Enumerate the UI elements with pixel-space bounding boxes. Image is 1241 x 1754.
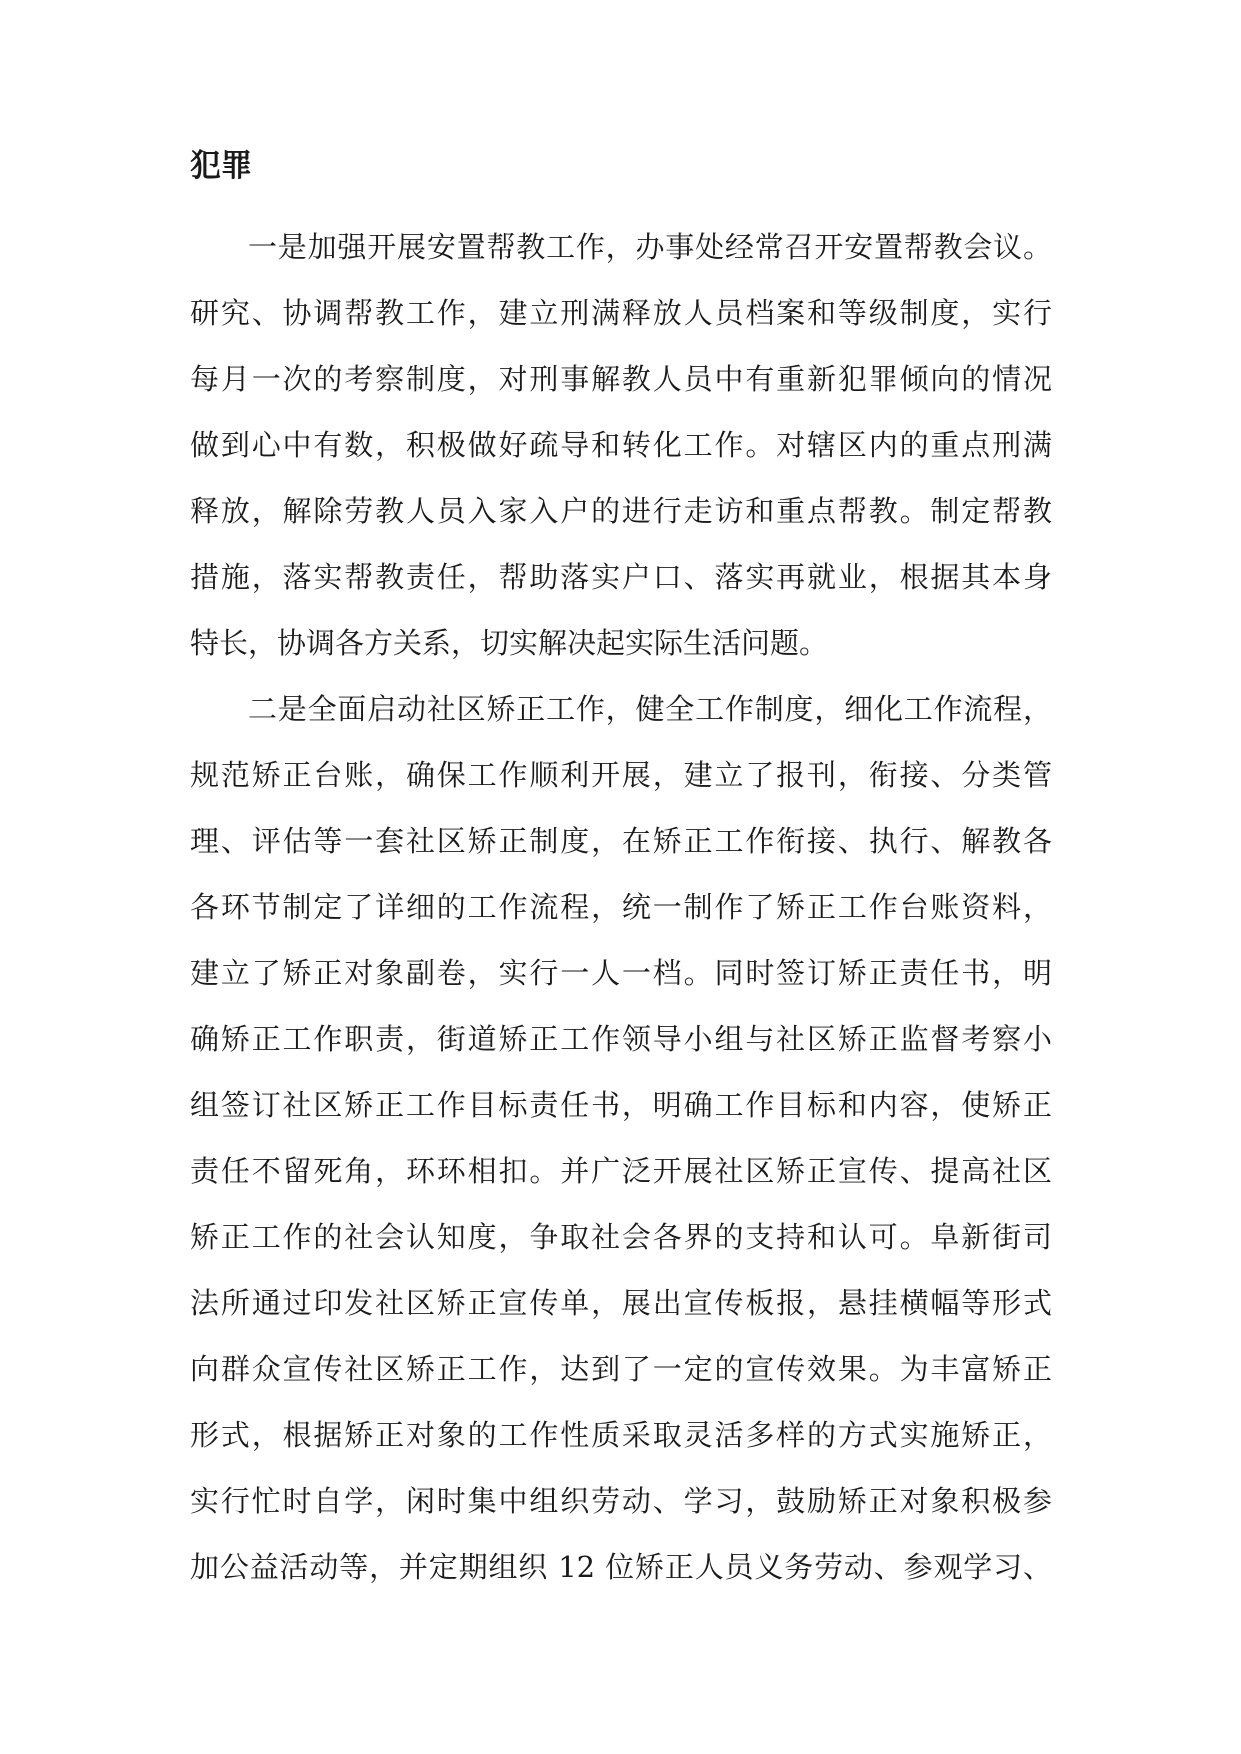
text-line: 加公益活动等，并定期组织 12 位矫正人员义务劳动、参观学习、 [190,1550,1052,1584]
text-line: 确矫正工作职责，街道矫正工作领导小组与社区矫正监督考察小 [190,1022,1052,1056]
text-line: 每月一次的考察制度，对刑事解教人员中有重新犯罪倾向的情况 [190,362,1052,396]
text-line: 研究、协调帮教工作，建立刑满释放人员档案和等级制度，实行 [190,296,1052,330]
text-line: 二是全面启动社区矫正工作，健全工作制度，细化工作流程， [248,692,1052,726]
text-line: 规范矫正台账，确保工作顺利开展，建立了报刊，衔接、分类管 [190,758,1052,792]
paragraph-1 [190,214,1052,676]
document-body [190,148,1052,1600]
text-line: 特长，协调各方关系，切实解决起实际生活问题。 [190,626,829,660]
text-line: 法所通过印发社区矫正宣传单，展出宣传板报，悬挂横幅等形式 [190,1286,1052,1320]
text-line: 措施，落实帮教责任，帮助落实户口、落实再就业，根据其本身 [190,560,1052,594]
section-heading: 犯罪 [190,148,252,184]
paragraph-2 [190,676,1052,1600]
text-line: 一是加强开展安置帮教工作，办事处经常召开安置帮教会议。 [248,230,1052,264]
text-line: 矫正工作的社会认知度，争取社会各界的支持和认可。阜新街司 [190,1220,1052,1254]
text-line: 实行忙时自学，闲时集中组织劳动、学习，鼓励矫正对象积极参 [190,1484,1052,1518]
text-line: 各环节制定了详细的工作流程，统一制作了矫正工作台账资料， [190,890,1052,924]
text-line: 理、评估等一套社区矫正制度，在矫正工作衔接、执行、解教各 [190,824,1052,858]
text-line: 建立了矫正对象副卷，实行一人一档。同时签订矫正责任书，明 [190,956,1052,990]
text-line: 形式，根据矫正对象的工作性质采取灵活多样的方式实施矫正， [190,1418,1052,1452]
text-line: 责任不留死角，环环相扣。并广泛开展社区矫正宣传、提高社区 [190,1154,1052,1188]
text-line: 释放，解除劳教人员入家入户的进行走访和重点帮教。制定帮教 [190,494,1052,528]
text-line: 向群众宣传社区矫正工作，达到了一定的宣传效果。为丰富矫正 [190,1352,1052,1386]
text-line: 组签订社区矫正工作目标责任书，明确工作目标和内容，使矫正 [190,1088,1052,1122]
text-line: 做到心中有数，积极做好疏导和转化工作。对辖区内的重点刑满 [190,428,1052,462]
